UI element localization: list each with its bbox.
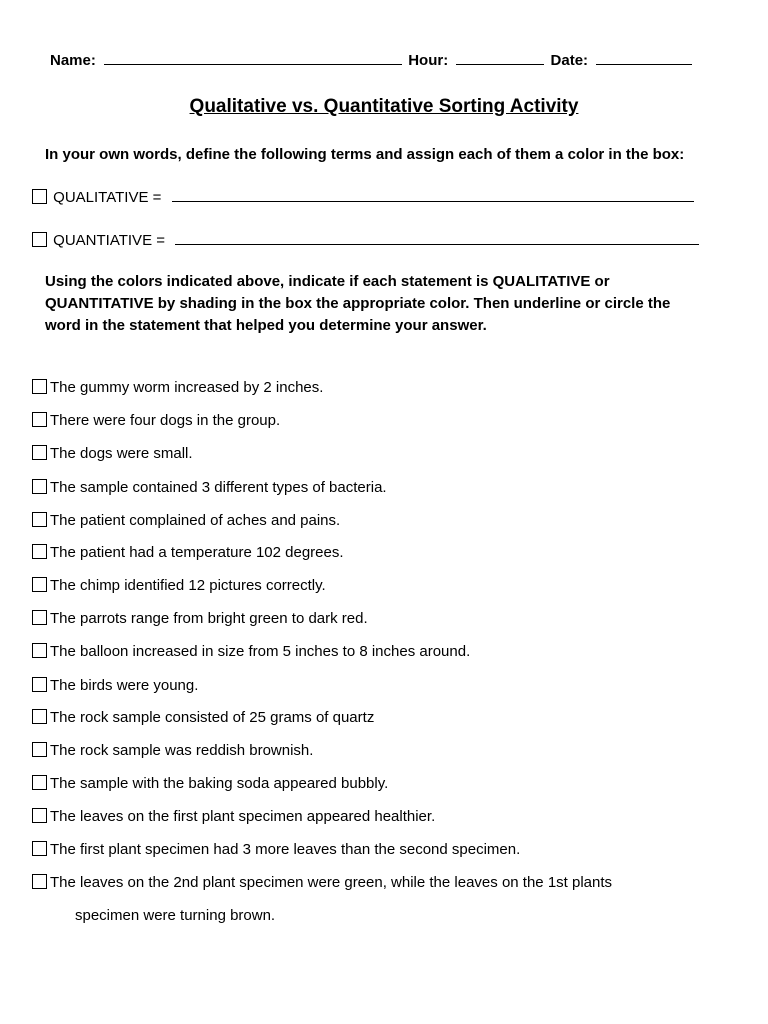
statement-checkbox[interactable] (32, 412, 47, 427)
intro-text: In your own words, define the following terms and assign each of them a color in the box: (45, 146, 685, 163)
statement-text: The rock sample consisted of 25 grams of quartz (50, 709, 375, 726)
list-item (32, 808, 435, 825)
statement-checkbox[interactable] (32, 643, 47, 658)
list-item (32, 709, 374, 726)
statement-checkbox[interactable] (32, 544, 47, 559)
list-item (32, 677, 198, 694)
statement-checkbox[interactable] (32, 479, 47, 494)
statement-text: The balloon increased in size from 5 inches to 8 inches around. (50, 643, 471, 660)
statement-text: The gummy worm increased by 2 inches. (50, 379, 324, 396)
statement-text: The parrots range from bright green to dark red. (50, 610, 368, 627)
statement-checkbox[interactable] (32, 808, 47, 823)
list-item (32, 412, 280, 429)
list-item (32, 512, 340, 529)
instructions-line-2: QUANTITATIVE by shading in the box the appropriate color. Then underline or circle the (45, 295, 671, 312)
list-item (32, 445, 193, 462)
hour-label: Hour: (408, 52, 449, 69)
statement-continuation: specimen were turning brown. (75, 907, 276, 924)
term-row-quantitative (32, 230, 699, 249)
definition-field[interactable] (172, 187, 694, 202)
list-item (32, 577, 326, 594)
instructions-line-3: word in the statement that helped you determine your answer. (45, 317, 487, 334)
statement-text: The sample with the baking soda appeared bubbly. (50, 775, 389, 792)
statement-text: The patient had a temperature 102 degrees. (50, 544, 344, 561)
statement-checkbox[interactable] (32, 512, 47, 527)
statement-checkbox[interactable] (32, 775, 47, 790)
statement-checkbox[interactable] (32, 577, 47, 592)
statement-text: The sample contained 3 different types of bacteria. (50, 479, 387, 496)
statement-checkbox[interactable] (32, 742, 47, 757)
list-item (32, 544, 344, 561)
statement-text: The birds were young. (50, 677, 199, 694)
list-item (32, 874, 612, 891)
statement-checkbox[interactable] (32, 709, 47, 724)
instructions-line-1: Using the colors indicated above, indicate if each statement is QUALITATIVE or (45, 273, 610, 290)
statement-checkbox[interactable] (32, 874, 47, 889)
color-checkbox[interactable] (32, 189, 47, 204)
date-field[interactable] (596, 50, 692, 65)
statement-text: The patient complained of aches and pains. (50, 512, 341, 529)
statement-checkbox[interactable] (32, 677, 47, 692)
name-field[interactable] (104, 50, 402, 65)
term-label: QUALITATIVE = (53, 189, 162, 206)
date-label: Date: (550, 52, 589, 69)
list-item (32, 775, 388, 792)
name-label: Name: (50, 52, 96, 69)
list-item (32, 610, 368, 627)
statement-checkbox[interactable] (32, 379, 47, 394)
statement-checkbox[interactable] (32, 445, 47, 460)
list-item (32, 841, 520, 858)
statement-text: The leaves on the 2nd plant specimen were green, while the leaves on the 1st plants (50, 874, 613, 891)
list-item (32, 379, 323, 396)
statement-text: The chimp identified 12 pictures correctly. (50, 577, 326, 594)
header-line (50, 50, 692, 69)
statement-text: There were four dogs in the group. (50, 412, 281, 429)
statement-text: The rock sample was reddish brownish. (50, 742, 314, 759)
statement-text: The first plant specimen had 3 more leaves than the second specimen. (50, 841, 521, 858)
definition-field[interactable] (175, 230, 699, 245)
list-item (32, 643, 470, 660)
list-item (32, 742, 313, 759)
hour-field[interactable] (456, 50, 544, 65)
term-row-qualitative (32, 187, 694, 206)
statement-checkbox[interactable] (32, 841, 47, 856)
page-title: Qualitative vs. Quantitative Sorting Activity (189, 96, 579, 117)
term-label: QUANTIATIVE = (53, 232, 165, 249)
statement-text: The dogs were small. (50, 445, 193, 462)
statement-text: The leaves on the first plant specimen appeared healthier. (50, 808, 436, 825)
list-item (32, 479, 387, 496)
statement-checkbox[interactable] (32, 610, 47, 625)
color-checkbox[interactable] (32, 232, 47, 247)
